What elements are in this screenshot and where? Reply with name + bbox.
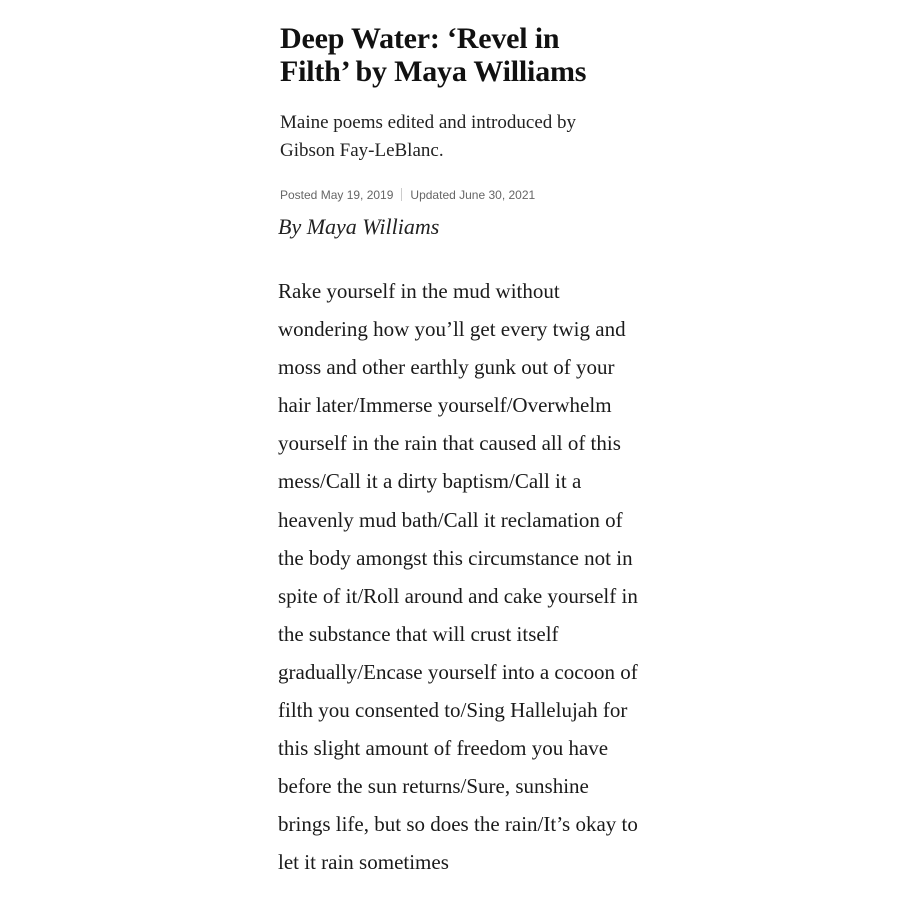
article-title-line: Deep Water: ‘Revel in xyxy=(280,22,560,55)
poem-line: the body amongst this circumstance not in xyxy=(278,545,633,570)
poem-line: the substance that will crust itself xyxy=(278,621,559,646)
posted-date: Posted May 19, 2019 xyxy=(280,188,394,202)
poem-line: before the sun returns/Sure, sunshine xyxy=(278,774,589,799)
poem-line: this slight amount of freedom you have xyxy=(278,736,609,761)
poem-line: moss and other earthly gunk out of your xyxy=(278,355,615,380)
poem-line: heavenly mud bath/Call it reclamation of xyxy=(278,507,623,532)
article-subtitle-line: Gibson Fay-LeBlanc. xyxy=(280,140,444,161)
poem-line: brings life, but so does the rain/It’s okay to xyxy=(278,812,638,837)
article-subtitle xyxy=(280,109,698,165)
article xyxy=(278,22,698,882)
meta-divider xyxy=(401,188,402,201)
poem-line: spite of it/Roll around and cake yourself in xyxy=(278,583,638,608)
poem-line: gradually/Encase yourself into a cocoon of xyxy=(278,659,638,684)
article-meta xyxy=(280,187,698,203)
poem-line: let it rain sometimes xyxy=(278,850,449,875)
poem-line: hair later/Immerse yourself/Overwhelm xyxy=(278,393,612,418)
article-byline: By Maya Williams xyxy=(278,214,440,239)
poem-line: yourself in the rain that caused all of this xyxy=(278,431,621,456)
poem-body xyxy=(278,272,698,882)
poem-line: mess/Call it a dirty baptism/Call it a xyxy=(278,469,582,494)
poem-line: Rake yourself in the mud without xyxy=(278,279,560,303)
poem-line: wondering how you’ll get every twig and xyxy=(278,317,626,342)
article-title xyxy=(280,22,698,88)
article-title-line: Filth’ by Maya Williams xyxy=(280,55,587,88)
updated-date: Updated June 30, 2021 xyxy=(410,188,536,202)
poem-line: filth you consented to/Sing Hallelujah for xyxy=(278,698,628,723)
article-subtitle-line: Maine poems edited and introduced by xyxy=(280,112,577,133)
